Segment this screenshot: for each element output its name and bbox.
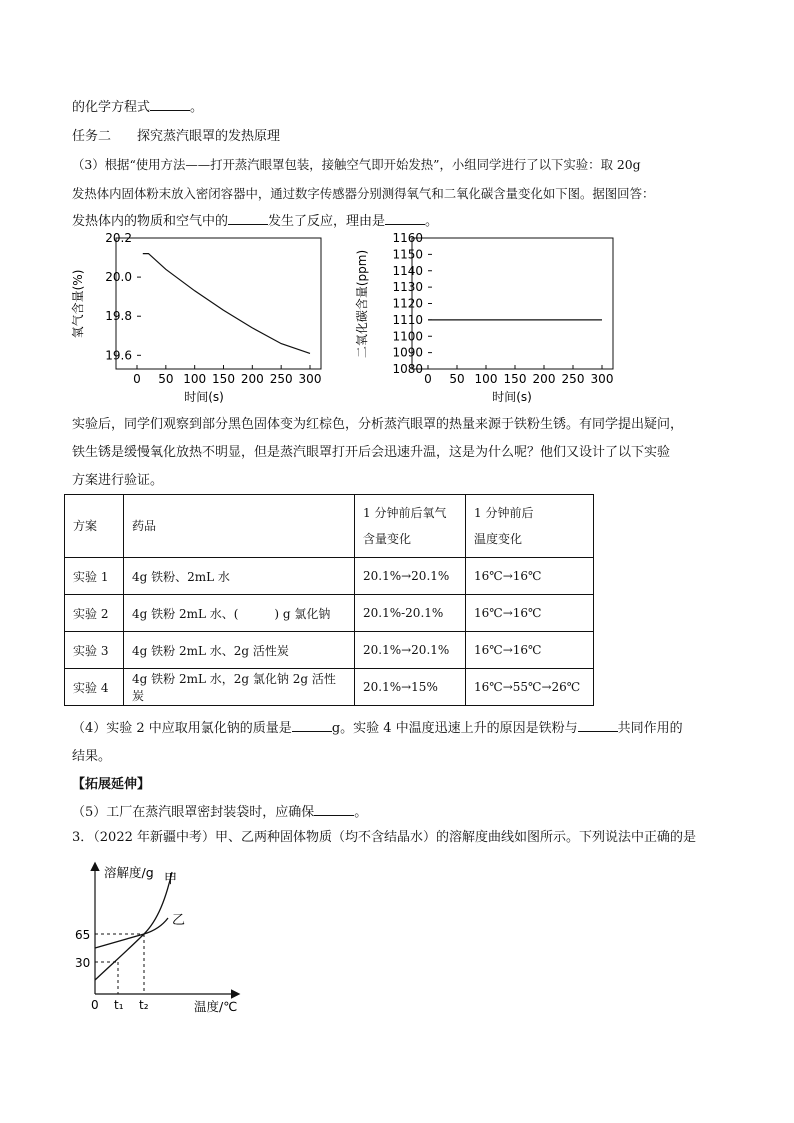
question-3-line-c: 发热体内的物质和空气中的 发生了反应，理由是 。 [72,214,439,229]
co2-x-tick-label: 50 [449,372,465,386]
table-cell: 20.1%→20.1% [355,558,466,595]
co2-y-tick-label: 1160 [392,231,423,245]
co2-chart-xlabel: 时间(s) [492,390,532,404]
x-tick-t2: t₂ [139,998,149,1012]
solubility-chart [68,858,258,1014]
co2-x-tick-label: 300 [590,372,614,386]
oxygen-series-line [143,254,310,354]
question-5-line: （5）工厂在蒸汽眼罩密封装袋时，应确保 。 [72,805,368,820]
table-cell: 16℃→55℃→26℃ [466,669,594,706]
co2-y-tick-label: 1140 [392,263,423,278]
oxygen-y-tick-label: 20.0 [105,270,132,285]
y-tick-65: 65 [75,928,91,942]
oxygen-x-tick-label: 300 [298,372,322,386]
x-tick-t1: t₁ [114,998,124,1012]
oxygen-y-tick-label: 19.6 [105,348,132,363]
extension-heading: 【拓展延伸】 [72,777,151,792]
header-oxygen-change: 1 分钟前后氧气 含量变化 [355,495,466,558]
table-row [65,632,594,669]
co2-y-tick-label: 1130 [392,280,423,295]
table-cell: 16℃→16℃ [466,632,594,669]
answer-blank [314,803,354,816]
table-row [65,558,594,595]
table-cell: 4g 铁粉、2mL 水 [124,558,355,595]
table-row [65,595,594,632]
table-cell: 4g 铁粉 2mL 水、( ) g 氯化钠 [124,595,355,632]
oxygen-chart-xlabel: 时间(s) [184,390,224,404]
answer-blank [150,98,190,111]
co2-x-tick-label: 0 [424,372,432,386]
answer-blank [292,719,332,732]
curve-yi [95,918,168,948]
question-4-line-a: （4）实验 2 中应取用氯化钠的质量是 g。实验 4 中温度迅速上升的原因是铁粉与 共同作用的 [72,721,683,736]
answer-blank [385,212,425,225]
header-scheme: 方案 [65,495,124,558]
table-cell: 实验 2 [65,595,124,632]
oxygen-chart-frame [116,238,321,369]
table-cell: 4g 铁粉 2mL 水，2g 氯化钠 2g 活性炭 [124,669,355,706]
header-reagents: 药品 [124,495,355,558]
solubility-chart-ylabel: 溶解度/g [104,865,154,880]
co2-x-tick-label: 250 [561,372,585,386]
x-tick-0: 0 [91,998,99,1012]
text-line-1: 的化学方程式 。 [72,100,204,115]
table-cell: 4g 铁粉 2mL 水、2g 活性炭 [124,632,355,669]
problem-3-line: 3．（2022 年新疆中考）甲、乙两种固体物质（均不含结晶水）的溶解度曲线如图所示。下列说法中正确的是 [72,830,696,845]
table-row [65,669,594,706]
co2-chart-frame [412,238,613,369]
oxygen-x-tick-label: 200 [240,372,264,386]
table-cell: 16℃→16℃ [466,558,594,595]
co2-chart-ylabel: 二氧化碳含量(ppm) [355,249,369,359]
table-header-row [65,495,594,558]
experiment-table [64,494,594,706]
oxygen-y-tick-label: 19.8 [105,309,132,324]
co2-y-tick-label: 1110 [392,312,423,327]
table-cell: 20.1%→20.1% [355,632,466,669]
table-cell: 20.1%-20.1% [355,595,466,632]
table-cell: 实验 1 [65,558,124,595]
table-cell: 16℃→16℃ [466,595,594,632]
table-cell: 实验 3 [65,632,124,669]
after-text-line-b: 铁生锈是缓慢氧化放热不明显，但是蒸汽眼罩打开后会迅速升温，这是为什么呢？他们又设计了以下实验 [72,445,671,460]
after-text-line-c: 方案进行验证。 [72,473,164,488]
question-3-line-a: （3）根据“使用方法——打开蒸汽眼罩包装，接触空气即开始发热”，小组同学进行了以下实验：取 20g [72,157,641,172]
table-cell: 20.1%→15% [355,669,466,706]
solubility-chart-xlabel: 温度/℃ [194,999,238,1014]
oxygen-x-tick-label: 150 [212,372,235,386]
after-text-line-a: 实验后，同学们观察到部分黑色固体变为红棕色，分析蒸汽眼罩的热量来源于铁粉生锈。有同学提出疑问， [72,417,684,432]
oxygen-chart [62,230,342,412]
oxygen-chart-ylabel: 氧气含量(%) [71,269,85,339]
question-4-line-b: 结果。 [72,749,112,764]
table-cell: 实验 4 [65,669,124,706]
answer-blank [228,212,268,225]
oxygen-x-tick-label: 50 [158,372,174,386]
oxygen-x-tick-label: 100 [183,372,207,386]
co2-y-tick-label: 1150 [392,247,423,262]
co2-x-tick-label: 200 [532,372,556,386]
co2-y-tick-label: 1090 [392,345,423,360]
co2-y-tick-label: 1080 [392,362,423,376]
oxygen-y-tick-label: 20.2 [105,231,132,245]
co2-chart [352,230,632,412]
series-label-yi: 乙 [172,913,186,928]
oxygen-x-tick-label: 250 [269,372,293,386]
question-3-line-b: 发热体内固体粉末放入密闭容器中，通过数字传感器分别测得氧气和二氧化碳含量变化如下图。据图回答： [72,186,655,201]
co2-y-tick-label: 1100 [392,329,423,344]
co2-y-tick-label: 1120 [392,296,423,311]
y-tick-30: 30 [75,956,91,970]
answer-blank [578,719,618,732]
series-label-jia: 甲 [164,872,178,887]
co2-x-tick-label: 150 [503,372,527,386]
header-temperature-change: 1 分钟前后 温度变化 [466,495,594,558]
co2-x-tick-label: 100 [474,372,498,386]
oxygen-x-tick-label: 0 [133,372,141,386]
task-2-heading: 任务二 探究蒸汽眼罩的发热原理 [72,129,281,144]
